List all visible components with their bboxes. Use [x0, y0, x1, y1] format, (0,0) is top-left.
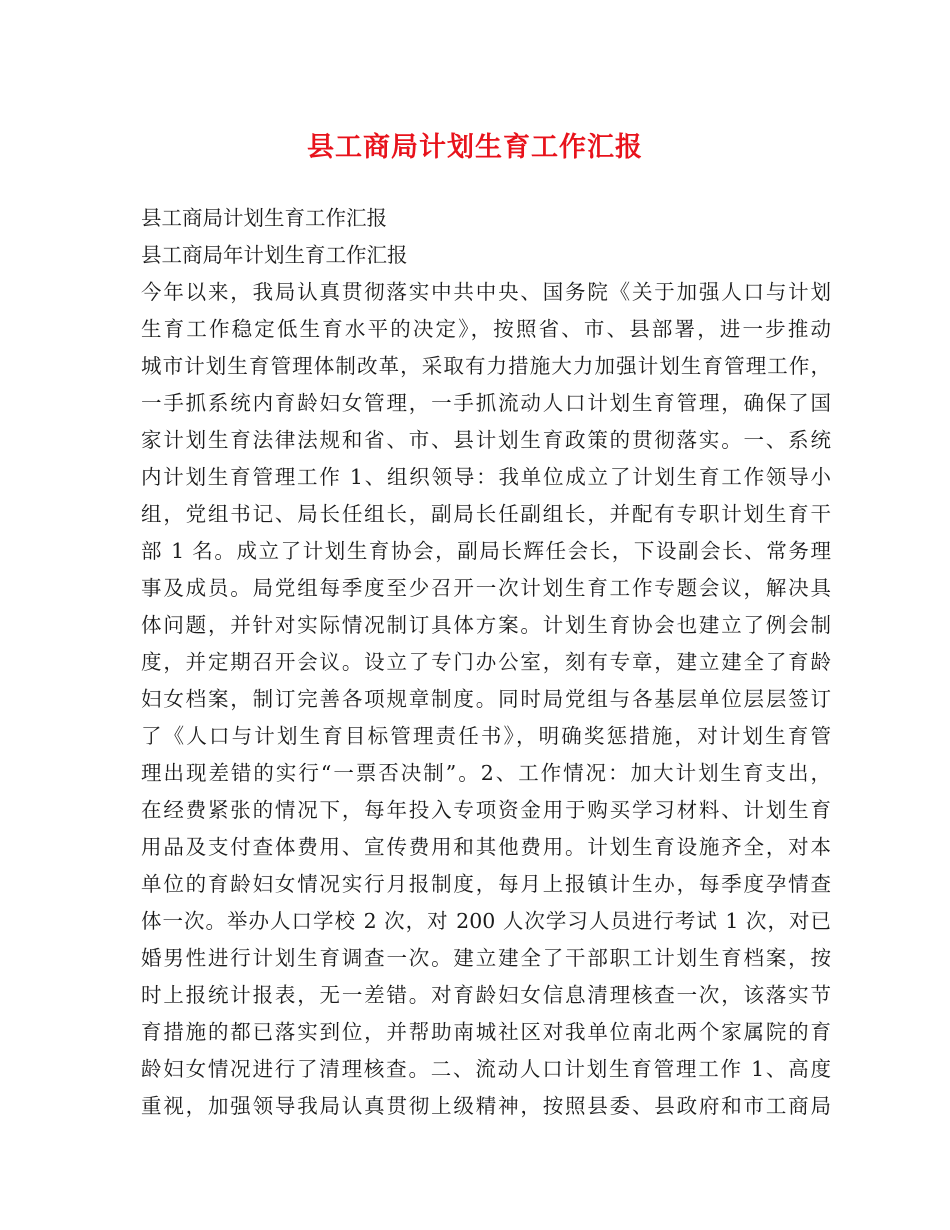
document-title: 县工商局计划生育工作汇报 [307, 132, 643, 163]
body-line: 在经费紧张的情况下，每年投入专项资金用于购买学习材料、计划生育 [141, 798, 831, 822]
body-line: 用品及支付查体费用、宣传费用和其他费用。计划生育设施齐全，对本 [141, 835, 831, 859]
body-line: 妇女档案，制订完善各项规章制度。同时局党组与各基层单位层层签订 [141, 687, 831, 711]
body-line: 龄妇女情况进行了清理核查。二、流动人口计划生育管理工作 1、高度 [141, 1057, 831, 1081]
body-line: 组，党组书记、局长任组长，副局长任副组长，并配有专职计划生育干 [141, 502, 831, 526]
body-line: 一手抓系统内育龄妇女管理，一手抓流动人口计划生育管理，确保了国 [141, 391, 831, 415]
body-line: 内计划生育管理工作 1、组织领导：我单位成立了计划生育工作领导小 [141, 465, 831, 489]
body-line: 理出现差错的实行“一票否决制”。2、工作情况：加大计划生育支出， [141, 761, 831, 785]
body-line: 单位的育龄妇女情况实行月报制度，每月上报镇计生办，每季度孕情查 [141, 872, 831, 896]
body-line: 生育工作稳定低生育水平的决定》，按照省、市、县部署，进一步推动 [141, 317, 831, 341]
body-line: 时上报统计报表，无一差错。对育龄妇女信息清理核查一次，该落实节 [141, 983, 831, 1007]
body-line: 体一次。举办人口学校 2 次，对 200 人次学习人员进行考试 1 次，对已 [141, 909, 831, 933]
body-line: 家计划生育法律法规和省、市、县计划生育政策的贯彻落实。一、系统 [141, 428, 831, 452]
body-line: 城市计划生育管理体制改革，采取有力措施大力加强计划生育管理工作， [141, 354, 831, 378]
body-line: 事及成员。局党组每季度至少召开一次计划生育工作专题会议，解决具 [141, 576, 831, 600]
body-line: 婚男性进行计划生育调查一次。建立建全了干部职工计划生育档案，按 [141, 946, 831, 970]
body-line: 体问题，并针对实际情况制订具体方案。计划生育协会也建立了例会制 [141, 613, 831, 637]
body-line: 县工商局计划生育工作汇报 [141, 206, 387, 230]
body-line: 县工商局年计划生育工作汇报 [141, 243, 408, 267]
body-line: 今年以来，我局认真贯彻落实中共中央、国务院《关于加强人口与计划 [141, 280, 831, 304]
body-line: 重视，加强领导我局认真贯彻上级精神，按照县委、县政府和市工商局 [141, 1094, 831, 1118]
body-line: 了《人口与计划生育目标管理责任书》，明确奖惩措施，对计划生育管 [141, 724, 831, 748]
body-line: 育措施的都已落实到位，并帮助南城社区对我单位南北两个家属院的育 [141, 1020, 831, 1044]
body-line: 度，并定期召开会议。设立了专门办公室，刻有专章，建立建全了育龄 [141, 650, 831, 674]
document-body [141, 200, 831, 1125]
body-line: 部 1 名。成立了计划生育协会，副局长辉任会长，下设副会长、常务理 [141, 539, 831, 563]
